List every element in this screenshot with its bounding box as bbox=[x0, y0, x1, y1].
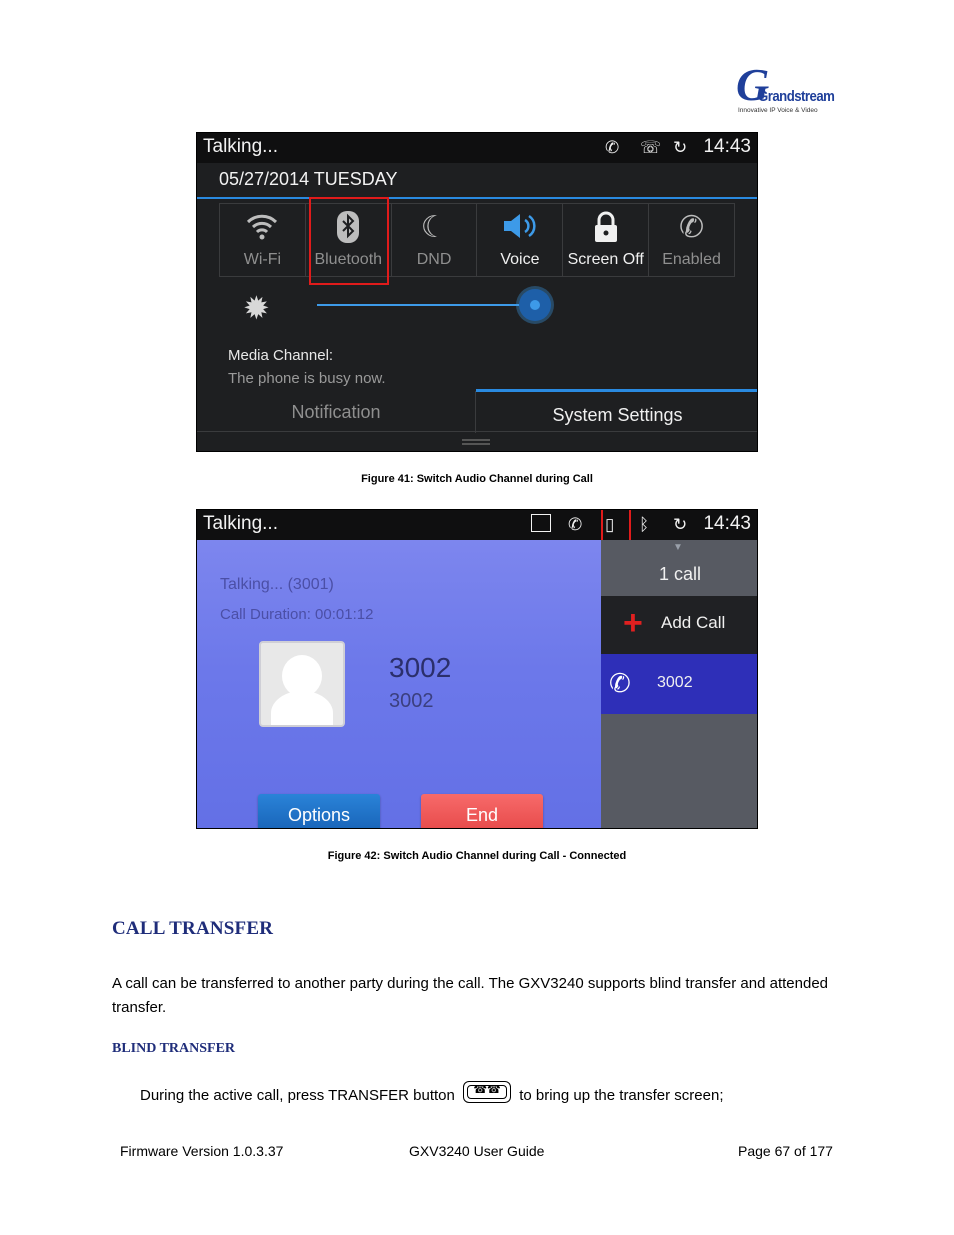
wifi-icon bbox=[220, 210, 305, 250]
figure-41-caption: Figure 41: Switch Audio Channel during Call bbox=[361, 473, 593, 485]
brightness-icon: ✹ bbox=[243, 290, 270, 326]
grandstream-logo: G Grandstream Innovative IP Voice & Video bbox=[736, 59, 835, 114]
avatar bbox=[259, 641, 345, 727]
toggle-label: Screen Off bbox=[567, 251, 644, 268]
logo-tagline: Innovative IP Voice & Video bbox=[738, 107, 818, 114]
toggle-label: Enabled bbox=[662, 251, 721, 268]
media-channel-label: Media Channel: bbox=[228, 347, 334, 364]
tab-system-settings[interactable]: System Settings bbox=[476, 389, 758, 433]
divider bbox=[197, 197, 757, 199]
step-text-before: During the active call, press TRANSFER button bbox=[140, 1086, 455, 1104]
chevron-down-icon[interactable]: ▼ bbox=[673, 542, 683, 553]
date-label: 05/27/2014 TUESDAY bbox=[219, 169, 398, 189]
call-message-icon: ✆ bbox=[568, 515, 583, 534]
drag-handle[interactable] bbox=[462, 439, 490, 445]
divider bbox=[197, 431, 757, 432]
lock-icon bbox=[563, 210, 648, 252]
plus-icon: + bbox=[623, 604, 643, 642]
phone-forward-icon: ✆ bbox=[678, 211, 705, 244]
toggle-screen-off[interactable] bbox=[563, 204, 649, 276]
figure-42-caption: Figure 42: Switch Audio Channel during Call - Connected bbox=[327, 850, 627, 862]
sync-icon: ↻ bbox=[673, 138, 688, 157]
toggle-call-forward[interactable] bbox=[649, 204, 734, 276]
footer-firmware: Firmware Version 1.0.3.37 bbox=[120, 1143, 284, 1159]
active-call-label: 3002 bbox=[657, 674, 693, 691]
call-screen bbox=[197, 540, 601, 829]
subsection-title: BLIND TRANSFER bbox=[112, 1041, 236, 1056]
bluetooth-highlight-box bbox=[309, 197, 389, 285]
toggle-label: Voice bbox=[500, 251, 540, 268]
moon-icon: ☾ bbox=[420, 211, 448, 244]
options-button[interactable]: Options bbox=[258, 794, 380, 829]
status-bar bbox=[197, 133, 757, 163]
logo-wordmark: Grandstream bbox=[758, 88, 835, 105]
toggle-label: DND bbox=[416, 251, 452, 268]
toggle-dnd[interactable] bbox=[392, 204, 478, 276]
status-title: Talking... bbox=[203, 513, 278, 534]
phone-icon: ☏ bbox=[640, 138, 662, 157]
status-title: Talking... bbox=[203, 136, 278, 157]
toggle-voice[interactable] bbox=[477, 204, 563, 276]
talking-status: Talking... (3001) bbox=[220, 576, 334, 593]
caller-name: 3002 bbox=[389, 652, 452, 683]
figure-41-screenshot bbox=[196, 132, 758, 452]
image-icon bbox=[531, 514, 551, 532]
media-channel-status: The phone is busy now. bbox=[228, 370, 386, 387]
section-title: CALL TRANSFER bbox=[112, 918, 274, 939]
status-clock: 14:43 bbox=[703, 513, 751, 534]
transfer-button-icon: ☎☎ bbox=[463, 1081, 511, 1103]
figure-42-screenshot bbox=[196, 509, 758, 829]
sync-icon: ↻ bbox=[673, 515, 688, 534]
footer-page-number: Page 67 of 177 bbox=[738, 1143, 833, 1159]
end-call-button[interactable]: End bbox=[421, 794, 543, 829]
section-paragraph: A call can be transferred to another party during the call. The GXV3240 supports blind transfer and attended transfer. bbox=[112, 975, 829, 1016]
call-sidebar bbox=[601, 540, 758, 829]
call-duration: Call Duration: 00:01:12 bbox=[220, 606, 374, 623]
status-clock: 14:43 bbox=[703, 136, 751, 157]
instruction-step bbox=[140, 1085, 723, 1107]
toggle-label: Bluetooth bbox=[314, 251, 383, 268]
active-call-item[interactable] bbox=[601, 654, 758, 714]
call-count: 1 call bbox=[658, 564, 702, 584]
add-call-button[interactable] bbox=[601, 596, 758, 654]
quick-settings-row bbox=[219, 203, 735, 277]
call-message-icon: ✆ bbox=[605, 138, 620, 157]
panel-tabs bbox=[197, 389, 757, 433]
toggle-wifi[interactable] bbox=[220, 204, 306, 276]
speaker-icon bbox=[477, 210, 562, 250]
brightness-slider-knob[interactable] bbox=[519, 289, 551, 321]
add-call-label: Add Call bbox=[661, 613, 726, 632]
footer-title: GXV3240 User Guide bbox=[409, 1143, 545, 1159]
bluetooth-icon: ᛒ bbox=[639, 515, 650, 534]
status-bar bbox=[197, 510, 757, 540]
toggle-label: Wi-Fi bbox=[243, 251, 282, 268]
call-message-icon: ✆ bbox=[609, 668, 631, 698]
tab-notification[interactable]: Notification bbox=[197, 391, 476, 433]
handset-icon: ▯ bbox=[605, 515, 615, 534]
brightness-slider[interactable] bbox=[317, 304, 535, 306]
caller-number: 3002 bbox=[389, 690, 434, 712]
step-text-after: to bring up the transfer screen; bbox=[519, 1086, 724, 1104]
